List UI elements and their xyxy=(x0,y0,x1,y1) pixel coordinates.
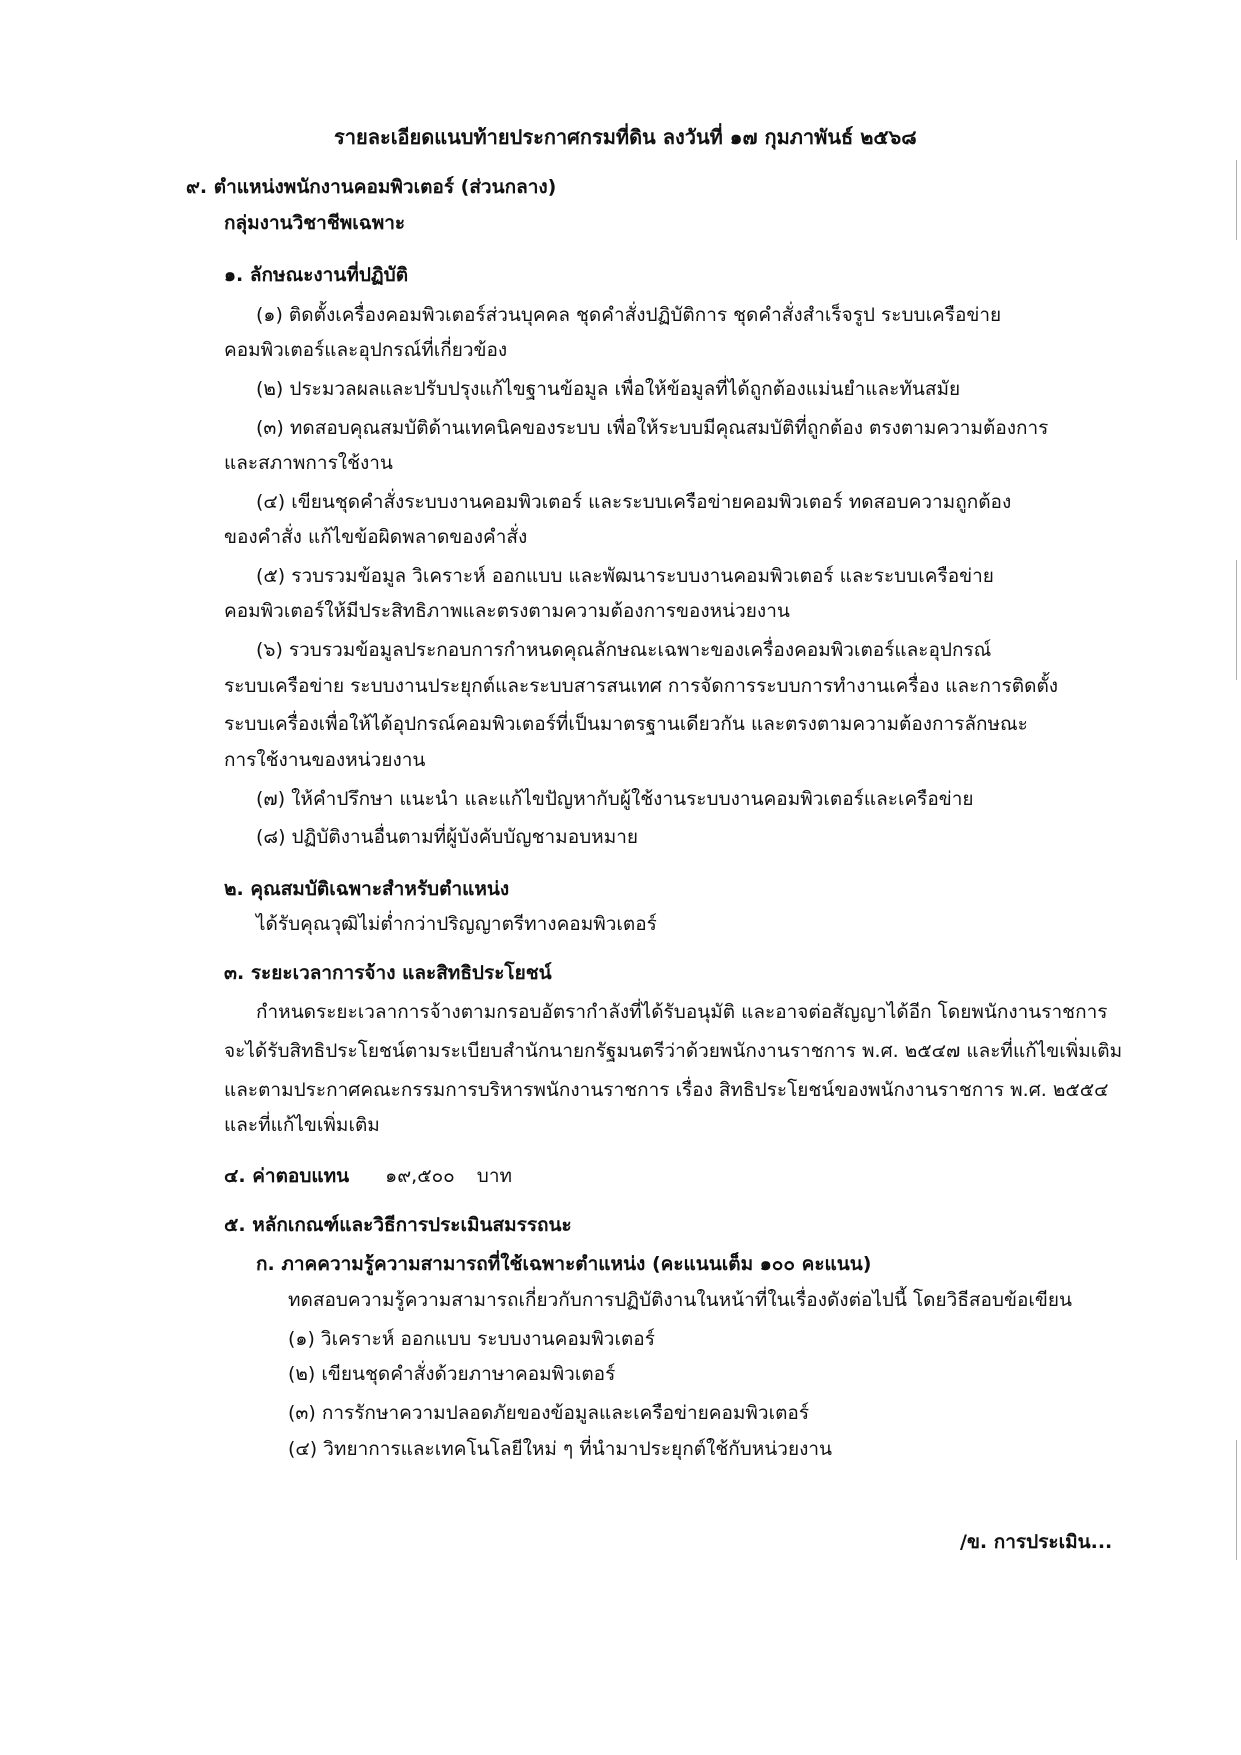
position-group: กลุ่มงานวิชาชีพเฉพาะ xyxy=(224,212,406,234)
section5-heading: ๕. หลักเกณฑ์และวิธีการประเมินสมรรถนะ xyxy=(224,1214,572,1236)
section5-intro: ทดสอบความรู้ความสามารถเกี่ยวกับการปฏิบัติงานในหน้าที่ในเรื่องดังต่อไปนี้ โดยวิธีสอบข้อเขียน xyxy=(288,1289,1072,1311)
document-title: รายละเอียดแนบท้ายประกาศกรมที่ดิน ลงวันที่ ๑๗ กุมภาพันธ์ ๒๕๖๘ xyxy=(334,125,917,149)
section1-line: คอมพิวเตอร์ให้มีประสิทธิภาพและตรงตามความต้องการของหน่วยงาน xyxy=(224,600,790,622)
section1-line: การใช้งานของหน่วยงาน xyxy=(224,749,426,771)
section1-line: และสภาพการใช้งาน xyxy=(224,452,393,474)
section3-line: กำหนดระยะเวลาการจ้างตามกรอบอัตรากำลังที่ได้รับอนุมัติ และอาจต่อสัญญาได้อีก โดยพนักงานราชการ xyxy=(256,1001,1108,1023)
section1-line: ของคำสั่ง แก้ไขข้อผิดพลาดของคำสั่ง xyxy=(224,526,528,548)
scan-edge-mark xyxy=(1236,160,1237,240)
section1-line: (๑) ติดตั้งเครื่องคอมพิวเตอร์ส่วนบุคคล ชุดคำสั่งปฏิบัติการ ชุดคำสั่งสำเร็จรูป ระบบเครือข่าย xyxy=(256,304,1002,326)
section1-line: (๓) ทดสอบคุณสมบัติด้านเทคนิคของระบบ เพื่อให้ระบบมีคุณสมบัติที่ถูกต้อง ตรงตามความต้องการ xyxy=(256,417,1049,439)
section3-line: และที่แก้ไขเพิ่มเติม xyxy=(224,1114,380,1136)
section5-item: (๒) เขียนชุดคำสั่งด้วยภาษาคอมพิวเตอร์ xyxy=(288,1363,616,1385)
section2-heading: ๒. คุณสมบัติเฉพาะสำหรับตำแหน่ง xyxy=(224,878,510,900)
section5-item: (๓) การรักษาความปลอดภัยของข้อมูลและเครือข่ายคอมพิวเตอร์ xyxy=(288,1402,810,1424)
section5-item: (๑) วิเคราะห์ ออกแบบ ระบบงานคอมพิวเตอร์ xyxy=(288,1328,655,1350)
position-heading: ๙. ตำแหน่งพนักงานคอมพิวเตอร์ (ส่วนกลาง) xyxy=(186,176,557,198)
section1-line: (๖) รวบรวมข้อมูลประกอบการกำหนดคุณลักษณะเฉพาะของเครื่องคอมพิวเตอร์และอุปกรณ์ xyxy=(256,639,992,661)
compensation-unit: บาท xyxy=(476,1165,513,1187)
scan-edge-mark xyxy=(1236,1440,1237,1560)
section3-line: จะได้รับสิทธิประโยชน์ตามระเบียบสำนักนายกรัฐมนตรีว่าด้วยพนักงานราชการ พ.ศ. ๒๕๔๗ และที่แก้ไขเพิ่มเติม xyxy=(224,1040,1123,1062)
section1-line: (๗) ให้คำปรึกษา แนะนำ และแก้ไขปัญหากับผู้ใช้งานระบบงานคอมพิวเตอร์และเครือข่าย xyxy=(256,788,974,810)
section2-text: ได้รับคุณวุฒิไม่ต่ำกว่าปริญญาตรีทางคอมพิวเตอร์ xyxy=(256,913,657,935)
section1-line: (๘) ปฏิบัติงานอื่นตามที่ผู้บังคับบัญชามอบหมาย xyxy=(256,826,639,848)
continuation-note: /ข. การประเมิน... xyxy=(960,1531,1113,1553)
section1-line: คอมพิวเตอร์และอุปกรณ์ที่เกี่ยวข้อง xyxy=(224,339,508,361)
section4-heading: ๔. ค่าตอบแทน xyxy=(224,1165,350,1187)
section5-item: (๔) วิทยาการและเทคโนโลยีใหม่ ๆ ที่นำมาประยุกต์ใช้กับหน่วยงาน xyxy=(288,1438,833,1460)
section1-line: (๕) รวบรวมข้อมูล วิเคราะห์ ออกแบบ และพัฒนาระบบงานคอมพิวเตอร์ และระบบเครือข่าย xyxy=(256,565,994,587)
section1-line: (๔) เขียนชุดคำสั่งระบบงานคอมพิวเตอร์ และระบบเครือข่ายคอมพิวเตอร์ ทดสอบความถูกต้อง xyxy=(256,491,1012,513)
compensation-amount: ๑๙,๕๐๐ xyxy=(385,1165,455,1187)
scan-edge-mark xyxy=(1236,560,1237,680)
section1-line: ระบบเครือข่าย ระบบงานประยุกต์และระบบสารสนเทศ การจัดการระบบการทำงานเครื่อง และการติดตั้ง xyxy=(224,675,1059,697)
section3-heading: ๓. ระยะเวลาการจ้าง และสิทธิประโยชน์ xyxy=(224,962,552,984)
section1-line: (๒) ประมวลผลและปรับปรุงแก้ไขฐานข้อมูล เพื่อให้ข้อมูลที่ได้ถูกต้องแม่นยำและทันสมัย xyxy=(256,378,961,400)
section3-line: และตามประกาศคณะกรรมการบริหารพนักงานราชการ เรื่อง สิทธิประโยชน์ของพนักงานราชการ พ.ศ. ๒๕๕๔ xyxy=(224,1079,1109,1101)
section5-subheading: ก. ภาคความรู้ความสามารถที่ใช้เฉพาะตำแหน่ง (คะแนนเต็ม ๑๐๐ คะแนน) xyxy=(256,1253,872,1275)
section4-row xyxy=(224,1161,512,1191)
section1-heading: ๑. ลักษณะงานที่ปฏิบัติ xyxy=(224,264,409,286)
section1-line: ระบบเครื่องเพื่อให้ได้อุปกรณ์คอมพิวเตอร์ที่เป็นมาตรฐานเดียวกัน และตรงตามความต้องการลักษณะ xyxy=(224,713,1028,735)
